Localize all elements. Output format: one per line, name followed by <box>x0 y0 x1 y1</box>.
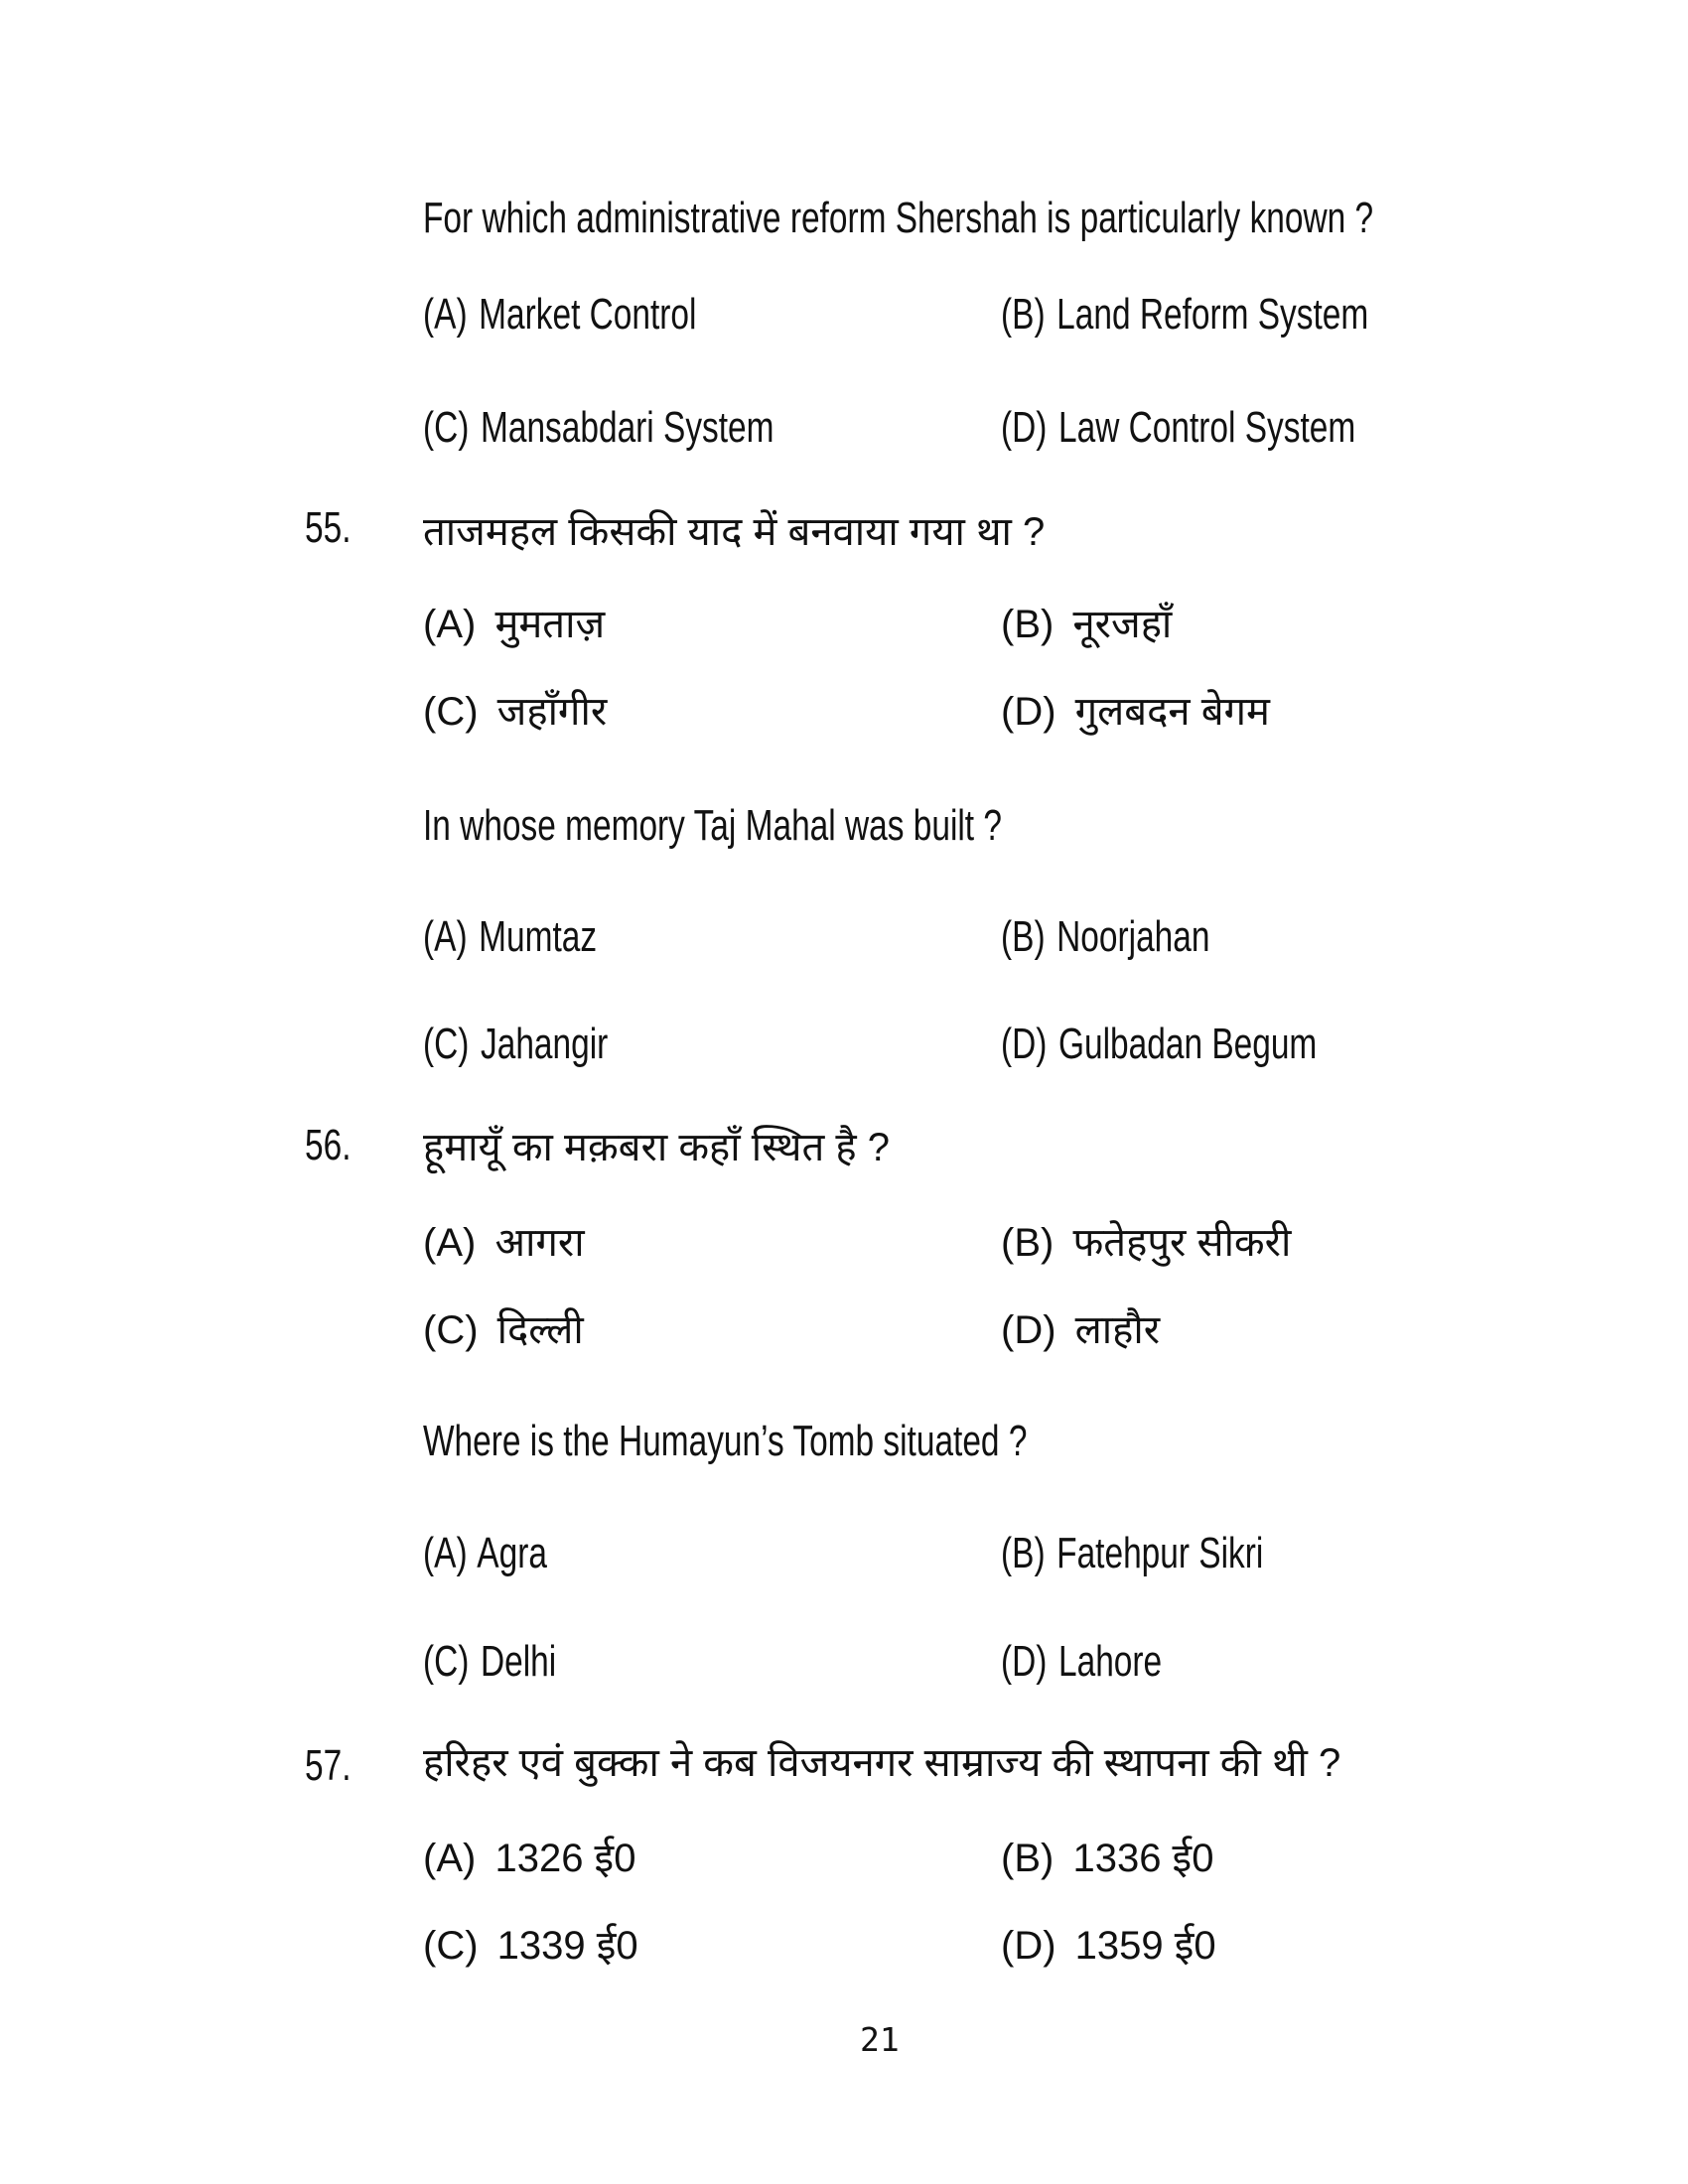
option-text: Land Reform System <box>1056 290 1369 339</box>
option-d <box>1001 1310 1160 1350</box>
question-number: 55. <box>305 503 352 552</box>
question-number: 57. <box>305 1741 352 1790</box>
option-text: जहाँगीर <box>496 690 608 734</box>
option-text: Mansabdari System <box>481 403 774 452</box>
option-text: Law Control System <box>1058 403 1356 452</box>
option-label: (D) <box>1001 1637 1048 1686</box>
option-label: (D) <box>1001 1924 1056 1968</box>
option-text: Gulbadan Begum <box>1058 1020 1318 1068</box>
option-text: गुलबदन बेगम <box>1074 690 1270 734</box>
option-label: (A) <box>423 603 477 646</box>
option-label: (B) <box>1001 290 1046 339</box>
option-label: (D) <box>1001 690 1056 734</box>
option-text: 1336 ई0 <box>1072 1837 1214 1880</box>
option-b <box>1001 1223 1291 1263</box>
option-label: (C) <box>423 1308 479 1352</box>
option-c <box>423 403 774 452</box>
option-label: (A) <box>423 1221 477 1265</box>
option-a <box>423 912 598 961</box>
option-text: Noorjahan <box>1056 912 1210 961</box>
option-label: (B) <box>1001 1221 1055 1265</box>
option-label: (C) <box>423 1637 470 1686</box>
option-d <box>1001 1926 1216 1966</box>
option-a <box>423 605 605 644</box>
option-text: 1326 ई0 <box>494 1837 636 1880</box>
question-text-english: Where is the Humayun’s Tomb situated ? <box>423 1417 1028 1465</box>
option-c <box>423 1926 638 1966</box>
option-b <box>1001 290 1369 339</box>
option-a <box>423 290 697 339</box>
option-d <box>1001 1637 1163 1686</box>
option-label: (C) <box>423 1924 479 1968</box>
option-text: आगरा <box>494 1221 585 1265</box>
option-c <box>423 1310 584 1350</box>
option-label: (A) <box>423 1529 468 1577</box>
question-text-hindi: ताजमहल किसकी याद में बनवाया गया था ? <box>423 510 1046 554</box>
option-text: Mumtaz <box>479 912 598 961</box>
option-a <box>423 1529 547 1577</box>
option-text: Market Control <box>479 290 697 339</box>
option-d <box>1001 1020 1318 1068</box>
option-b <box>1001 605 1172 644</box>
option-c <box>423 1020 609 1068</box>
page-number: 21 <box>860 2020 900 2059</box>
option-label: (A) <box>423 1837 477 1880</box>
option-label: (C) <box>423 403 470 452</box>
option-label: (B) <box>1001 1529 1046 1577</box>
option-text: लाहौर <box>1074 1308 1161 1352</box>
question-number: 56. <box>305 1121 352 1169</box>
option-text: Jahangir <box>481 1020 609 1068</box>
option-text: Lahore <box>1058 1637 1163 1686</box>
option-text: Delhi <box>481 1637 557 1686</box>
option-label: (D) <box>1001 1020 1048 1068</box>
question-text-english: In whose memory Taj Mahal was built ? <box>423 801 1002 850</box>
option-label: (D) <box>1001 1308 1056 1352</box>
option-c <box>423 1637 557 1686</box>
option-text: नूरजहाँ <box>1072 603 1173 646</box>
question-text-hindi: हरिहर एवं बुक्का ने कब विजयनगर साम्राज्य की स्थापना की थी ? <box>423 1741 1341 1785</box>
question-text-english: For which administrative reform Shershah is particularly known ? <box>423 194 1374 242</box>
question-text-hindi: हूमायूँ का मक़बरा कहाँ स्थित है ? <box>423 1126 890 1169</box>
option-text: फतेहपुर सीकरी <box>1072 1221 1292 1265</box>
option-d <box>1001 403 1356 452</box>
option-c <box>423 692 607 732</box>
option-label: (C) <box>423 1020 470 1068</box>
option-text: 1339 ई0 <box>496 1924 638 1968</box>
option-text: Agra <box>477 1529 547 1577</box>
option-text: मुमताज़ <box>494 603 606 646</box>
option-b <box>1001 1839 1213 1878</box>
option-a <box>423 1223 585 1263</box>
option-label: (A) <box>423 912 468 961</box>
option-label: (B) <box>1001 912 1046 961</box>
option-a <box>423 1839 635 1878</box>
option-d <box>1001 692 1270 732</box>
option-b <box>1001 1529 1264 1577</box>
option-label: (A) <box>423 290 468 339</box>
option-label: (C) <box>423 690 479 734</box>
option-text: Fatehpur Sikri <box>1056 1529 1264 1577</box>
option-label: (B) <box>1001 603 1055 646</box>
option-text: 1359 ई0 <box>1074 1924 1216 1968</box>
option-label: (D) <box>1001 403 1048 452</box>
option-text: दिल्ली <box>496 1308 584 1352</box>
option-b <box>1001 912 1210 961</box>
option-label: (B) <box>1001 1837 1055 1880</box>
